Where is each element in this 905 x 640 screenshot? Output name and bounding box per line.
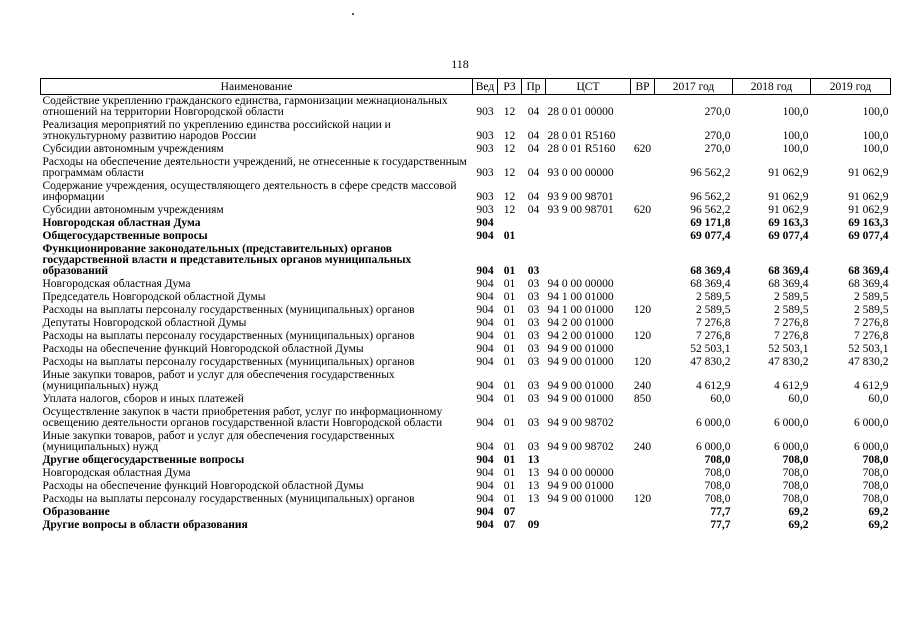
row-name: Общегосударственные вопросы xyxy=(42,230,208,242)
row-2019: 52 503,1 xyxy=(848,343,889,355)
row-ved: 903 xyxy=(476,167,494,179)
row-vr: 850 xyxy=(633,393,652,405)
row-cst: 94 9 00 01000 xyxy=(547,493,614,505)
row-2017: 96 562,2 xyxy=(690,167,731,179)
row-pr: 03 xyxy=(527,291,540,303)
row-rz: 01 xyxy=(503,356,516,368)
row-vr xyxy=(631,480,655,493)
row-ved: 904 xyxy=(476,230,494,242)
row-rz: 01 xyxy=(503,291,516,303)
row-cst: 93 9 00 98701 xyxy=(547,191,614,203)
row-name: Субсидии автономным учреждениям xyxy=(42,143,224,155)
row-pr: 13 xyxy=(527,480,540,492)
row-2018: 69 077,4 xyxy=(768,230,809,242)
row-name: Функционирование законодательных (представительных) органов государственной власти и представительных органов муниципальных образований xyxy=(42,243,412,277)
row-cst: 94 9 00 01000 xyxy=(547,480,614,492)
header-row xyxy=(41,79,891,95)
row-ved: 904 xyxy=(476,317,494,329)
row-2018: 100,0 xyxy=(782,130,809,142)
row-rz: 12 xyxy=(503,204,516,216)
row-rz: 01 xyxy=(503,480,516,492)
row-cst: 94 9 00 01000 xyxy=(547,393,614,405)
row-cst: 94 9 00 98702 xyxy=(547,441,614,453)
row-name: Расходы на выплаты персоналу государственных (муниципальных) органов xyxy=(42,304,415,316)
row-rz: 12 xyxy=(503,191,516,203)
row-pr: 13 xyxy=(527,493,540,505)
row-2019: 7 276,8 xyxy=(854,317,889,329)
row-vr xyxy=(631,467,655,480)
row-name: Председатель Новгородской областной Думы xyxy=(42,291,266,303)
table-row xyxy=(41,291,891,304)
table-row xyxy=(41,430,891,454)
row-2018: 60,0 xyxy=(788,393,809,405)
row-cst xyxy=(546,454,631,467)
row-rz: 07 xyxy=(503,519,516,531)
row-2018: 69,2 xyxy=(788,519,809,531)
table-row xyxy=(41,119,891,143)
table-row xyxy=(41,317,891,330)
header-2017: 2017 год xyxy=(655,79,733,95)
table-row xyxy=(41,519,891,532)
row-rz: 01 xyxy=(503,330,516,342)
row-vr: 120 xyxy=(633,493,652,505)
row-cst: 93 9 00 98701 xyxy=(547,204,614,216)
row-2017: 96 562,2 xyxy=(690,191,731,203)
row-rz: 01 xyxy=(503,343,516,355)
row-rz: 12 xyxy=(503,167,516,179)
row-ved: 904 xyxy=(476,356,494,368)
header-vr: ВР xyxy=(631,79,655,95)
row-name: Реализация мероприятий по укреплению единства российской нации и этнокультурному развитию народов России xyxy=(42,119,391,142)
row-rz: 01 xyxy=(503,278,516,290)
table-row xyxy=(41,467,891,480)
row-2019: 91 062,9 xyxy=(848,191,889,203)
row-2018: 6 000,0 xyxy=(774,417,809,429)
row-pr: 03 xyxy=(527,356,540,368)
row-2017: 6 000,0 xyxy=(696,441,731,453)
row-rz xyxy=(498,217,522,230)
table-row xyxy=(41,356,891,369)
row-2018: 91 062,9 xyxy=(768,191,809,203)
row-ved: 904 xyxy=(476,291,494,303)
row-vr xyxy=(631,278,655,291)
row-rz: 01 xyxy=(503,304,516,316)
row-2019: 60,0 xyxy=(868,393,889,405)
row-ved: 903 xyxy=(476,204,494,216)
row-2018: 2 589,5 xyxy=(774,304,809,316)
row-name: Расходы на выплаты персоналу государственных (муниципальных) органов xyxy=(42,493,415,505)
row-name: Субсидии автономным учреждениям xyxy=(42,204,224,216)
row-2019: 100,0 xyxy=(862,130,889,142)
row-vr xyxy=(631,343,655,356)
row-name: Другие общегосударственные вопросы xyxy=(42,454,245,466)
table-row xyxy=(41,95,891,120)
row-2017: 77,7 xyxy=(710,506,731,518)
table-row xyxy=(41,156,891,180)
table-row xyxy=(41,304,891,317)
row-2017: 270,0 xyxy=(704,106,731,118)
row-pr: 04 xyxy=(527,191,540,203)
row-2019: 69,2 xyxy=(868,519,889,531)
row-cst: 94 9 00 01000 xyxy=(547,380,614,392)
row-pr: 04 xyxy=(527,143,540,155)
row-ved: 903 xyxy=(476,143,494,155)
row-2017: 6 000,0 xyxy=(696,417,731,429)
row-pr: 13 xyxy=(527,454,540,466)
row-vr xyxy=(631,506,655,519)
row-2019: 69,2 xyxy=(868,506,889,518)
row-cst: 93 0 00 00000 xyxy=(547,167,614,179)
row-rz: 01 xyxy=(503,417,516,429)
header-name: Наименование xyxy=(41,79,473,95)
row-pr xyxy=(522,217,546,230)
row-2019: 708,0 xyxy=(862,480,889,492)
row-ved: 904 xyxy=(476,480,494,492)
table-row xyxy=(41,180,891,204)
row-2019: 4 612,9 xyxy=(854,380,889,392)
row-ved: 904 xyxy=(476,393,494,405)
row-2017: 47 830,2 xyxy=(690,356,731,368)
row-2019: 708,0 xyxy=(862,493,889,505)
table-row xyxy=(41,278,891,291)
row-2019: 91 062,9 xyxy=(848,167,889,179)
row-ved: 903 xyxy=(476,130,494,142)
row-rz: 01 xyxy=(503,317,516,329)
row-2017: 60,0 xyxy=(710,393,731,405)
row-2017: 708,0 xyxy=(704,493,731,505)
header-rz: РЗ xyxy=(498,79,522,95)
header-2019: 2019 год xyxy=(811,79,891,95)
row-vr xyxy=(631,119,655,143)
header-cst: ЦСТ xyxy=(546,79,631,95)
row-cst: 94 9 00 01000 xyxy=(547,343,614,355)
row-cst: 94 2 00 01000 xyxy=(547,317,614,329)
row-ved: 904 xyxy=(476,441,494,453)
row-2019: 69 077,4 xyxy=(848,230,889,242)
row-pr: 03 xyxy=(527,343,540,355)
row-ved: 904 xyxy=(476,278,494,290)
row-rz: 01 xyxy=(503,493,516,505)
row-2018: 68 369,4 xyxy=(768,278,809,290)
row-2019: 68 369,4 xyxy=(848,278,889,290)
table-row xyxy=(41,204,891,217)
row-name: Расходы на обеспечение деятельности учреждений, не отнесенные к государственным программам области xyxy=(42,156,467,179)
row-ved: 904 xyxy=(476,493,494,505)
table-row xyxy=(41,493,891,506)
row-2019: 2 589,5 xyxy=(854,291,889,303)
row-rz: 01 xyxy=(503,441,516,453)
row-pr: 03 xyxy=(527,304,540,316)
row-name: Иные закупки товаров, работ и услуг для обеспечения государственных (муниципальных) нужд xyxy=(42,430,395,453)
row-pr: 03 xyxy=(527,330,540,342)
row-2019: 100,0 xyxy=(862,106,889,118)
row-vr: 120 xyxy=(633,356,652,368)
row-ved: 904 xyxy=(476,265,494,277)
row-ved: 904 xyxy=(476,380,494,392)
row-cst: 94 9 00 98702 xyxy=(547,417,614,429)
row-rz: 12 xyxy=(503,143,516,155)
page-number: 118 xyxy=(451,57,469,71)
row-pr: 03 xyxy=(527,441,540,453)
table-body xyxy=(41,95,891,533)
row-2018: 91 062,9 xyxy=(768,204,809,216)
header-pr: Пр xyxy=(522,79,546,95)
table-row xyxy=(41,217,891,230)
row-2017: 708,0 xyxy=(704,467,731,479)
row-name: Новгородская областная Дума xyxy=(42,467,191,479)
row-name: Новгородская областная Дума xyxy=(42,217,201,229)
row-2018: 69 163,3 xyxy=(768,217,809,229)
row-ved: 904 xyxy=(476,519,494,531)
row-cst: 28 0 01 00000 xyxy=(547,106,614,118)
row-2019: 91 062,9 xyxy=(848,204,889,216)
row-name: Новгородская областная Дума xyxy=(42,278,191,290)
row-rz: 01 xyxy=(503,265,516,277)
row-pr: 04 xyxy=(527,204,540,216)
row-vr: 620 xyxy=(633,143,652,155)
row-vr xyxy=(631,95,655,120)
table-row xyxy=(41,506,891,519)
row-2019: 100,0 xyxy=(862,143,889,155)
row-pr xyxy=(522,230,546,243)
row-vr xyxy=(631,230,655,243)
row-2018: 708,0 xyxy=(782,454,809,466)
row-pr: 03 xyxy=(527,317,540,329)
row-vr xyxy=(631,156,655,180)
row-name: Осуществление закупок в части приобретения работ, услуг по информационному освещению деятельности органов государственной власти Новгородской области xyxy=(42,406,443,429)
row-2018: 91 062,9 xyxy=(768,167,809,179)
row-cst: 94 9 00 01000 xyxy=(547,356,614,368)
row-ved: 904 xyxy=(476,506,494,518)
row-rz: 01 xyxy=(503,393,516,405)
row-2018: 100,0 xyxy=(782,106,809,118)
row-pr: 04 xyxy=(527,106,540,118)
row-2018: 4 612,9 xyxy=(774,380,809,392)
row-name: Расходы на выплаты персоналу государственных (муниципальных) органов xyxy=(42,330,415,342)
row-2018: 68 369,4 xyxy=(768,265,809,277)
row-2017: 69 171,8 xyxy=(690,217,731,229)
row-ved: 904 xyxy=(476,467,494,479)
row-vr: 240 xyxy=(633,380,652,392)
row-rz: 12 xyxy=(503,130,516,142)
row-rz: 12 xyxy=(503,106,516,118)
table-row xyxy=(41,369,891,393)
row-vr: 240 xyxy=(633,441,652,453)
row-2019: 2 589,5 xyxy=(854,304,889,316)
row-pr: 13 xyxy=(527,467,540,479)
row-2017: 708,0 xyxy=(704,454,731,466)
row-2018: 6 000,0 xyxy=(774,441,809,453)
row-pr: 03 xyxy=(527,278,540,290)
row-ved: 904 xyxy=(476,417,494,429)
row-2017: 68 369,4 xyxy=(690,278,731,290)
row-pr xyxy=(522,506,546,519)
row-name: Содействие укреплению гражданского единства, гармонизации межнациональных отношений на территории Новгородской области xyxy=(42,95,448,118)
row-name: Расходы на обеспечение функций Новгородской областной Думы xyxy=(42,343,364,355)
row-2018: 708,0 xyxy=(782,493,809,505)
header-ved: Вед xyxy=(473,79,498,95)
row-pr: 04 xyxy=(527,167,540,179)
row-vr xyxy=(631,454,655,467)
row-rz: 01 xyxy=(503,454,516,466)
budget-table xyxy=(40,78,891,532)
row-2019: 6 000,0 xyxy=(854,441,889,453)
row-name: Образование xyxy=(42,506,110,518)
table-row xyxy=(41,393,891,406)
row-cst xyxy=(546,217,631,230)
row-rz: 07 xyxy=(503,506,516,518)
row-2018: 100,0 xyxy=(782,143,809,155)
row-pr: 09 xyxy=(527,519,540,531)
row-2017: 7 276,8 xyxy=(696,330,731,342)
row-2017: 2 589,5 xyxy=(696,304,731,316)
row-cst: 94 1 00 01000 xyxy=(547,304,614,316)
row-2018: 708,0 xyxy=(782,467,809,479)
row-2017: 270,0 xyxy=(704,143,731,155)
row-ved: 904 xyxy=(476,330,494,342)
row-vr: 620 xyxy=(633,204,652,216)
row-cst: 94 0 00 00000 xyxy=(547,467,614,479)
row-2017: 96 562,2 xyxy=(690,204,731,216)
row-name: Другие вопросы в области образования xyxy=(42,519,248,531)
row-rz: 01 xyxy=(503,380,516,392)
row-vr: 120 xyxy=(633,304,652,316)
row-cst xyxy=(546,230,631,243)
row-vr xyxy=(631,317,655,330)
row-2019: 708,0 xyxy=(862,454,889,466)
row-cst: 28 0 01 R5160 xyxy=(547,130,616,142)
row-name: Содержание учреждения, осуществляющего деятельность в сфере средств массовой информации xyxy=(42,180,457,203)
row-rz: 01 xyxy=(503,230,516,242)
row-2019: 47 830,2 xyxy=(848,356,889,368)
row-2017: 7 276,8 xyxy=(696,317,731,329)
table-row xyxy=(41,143,891,156)
row-cst xyxy=(546,519,631,532)
row-cst: 94 0 00 00000 xyxy=(547,278,614,290)
table-row xyxy=(41,330,891,343)
row-vr xyxy=(631,291,655,304)
row-pr: 03 xyxy=(527,417,540,429)
row-2019: 6 000,0 xyxy=(854,417,889,429)
row-ved: 903 xyxy=(476,191,494,203)
row-name: Иные закупки товаров, работ и услуг для обеспечения государственных (муниципальных) нужд xyxy=(42,369,395,392)
row-ved: 904 xyxy=(476,343,494,355)
row-vr xyxy=(631,519,655,532)
row-cst xyxy=(546,243,631,278)
row-2019: 7 276,8 xyxy=(854,330,889,342)
row-2018: 2 589,5 xyxy=(774,291,809,303)
row-name: Уплата налогов, сборов и иных платежей xyxy=(42,393,244,405)
header-2018: 2018 год xyxy=(733,79,811,95)
row-vr xyxy=(631,243,655,278)
row-cst xyxy=(546,506,631,519)
row-2017: 68 369,4 xyxy=(690,265,731,277)
row-cst: 28 0 01 R5160 xyxy=(547,143,616,155)
table-row xyxy=(41,343,891,356)
row-name: Расходы на выплаты персоналу государственных (муниципальных) органов xyxy=(42,356,415,368)
row-vr xyxy=(631,406,655,430)
table-row xyxy=(41,230,891,243)
row-pr: 03 xyxy=(527,265,540,277)
row-2017: 4 612,9 xyxy=(696,380,731,392)
row-vr xyxy=(631,217,655,230)
row-2017: 52 503,1 xyxy=(690,343,731,355)
table-row xyxy=(41,480,891,493)
table-row xyxy=(41,454,891,467)
row-2017: 69 077,4 xyxy=(690,230,731,242)
row-pr: 03 xyxy=(527,380,540,392)
table-row xyxy=(41,406,891,430)
scan-speck xyxy=(352,13,354,15)
row-pr: 04 xyxy=(527,130,540,142)
row-cst: 94 1 00 01000 xyxy=(547,291,614,303)
row-2019: 69 163,3 xyxy=(848,217,889,229)
row-ved: 904 xyxy=(476,454,494,466)
row-2019: 708,0 xyxy=(862,467,889,479)
row-2017: 270,0 xyxy=(704,130,731,142)
row-2018: 69,2 xyxy=(788,506,809,518)
row-name: Депутаты Новгородской областной Думы xyxy=(42,317,247,329)
row-2018: 7 276,8 xyxy=(774,317,809,329)
row-2017: 77,7 xyxy=(710,519,731,531)
row-ved: 904 xyxy=(476,304,494,316)
row-2017: 2 589,5 xyxy=(696,291,731,303)
row-2019: 68 369,4 xyxy=(848,265,889,277)
row-2018: 52 503,1 xyxy=(768,343,809,355)
row-rz: 01 xyxy=(503,467,516,479)
row-ved: 903 xyxy=(476,106,494,118)
row-ved: 904 xyxy=(476,217,494,229)
row-2017: 708,0 xyxy=(704,480,731,492)
row-vr xyxy=(631,180,655,204)
row-cst: 94 2 00 01000 xyxy=(547,330,614,342)
row-vr: 120 xyxy=(633,330,652,342)
row-2018: 708,0 xyxy=(782,480,809,492)
row-name: Расходы на обеспечение функций Новгородской областной Думы xyxy=(42,480,364,492)
row-2018: 47 830,2 xyxy=(768,356,809,368)
row-2018: 7 276,8 xyxy=(774,330,809,342)
row-pr: 03 xyxy=(527,393,540,405)
table-row xyxy=(41,243,891,278)
